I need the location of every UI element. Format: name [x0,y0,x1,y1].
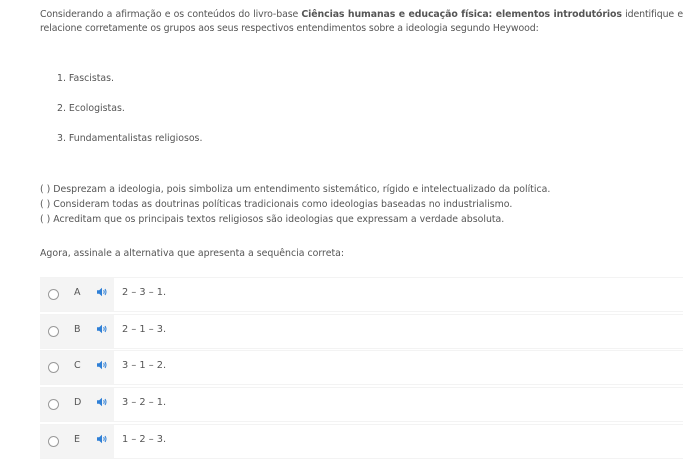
option-d[interactable] [40,387,683,422]
option-b-letter: B [74,323,81,335]
question-intro [40,8,683,36]
option-b[interactable] [40,314,683,349]
option-d-radio[interactable] [48,399,59,410]
option-e[interactable] [40,424,683,459]
option-b-text: 2 – 1 – 3. [122,323,167,335]
option-c-text: 3 – 1 – 2. [122,360,167,372]
statement-2: ( ) Consideram todas as doutrinas políticas tradicionais como ideologias baseadas no industrialismo. [40,199,513,210]
option-e-radio[interactable] [48,436,59,447]
option-d-letter: D [74,397,82,409]
speaker-icon[interactable] [96,433,108,445]
statement-3: ( ) Acreditam que os principais textos religiosos são ideologias que expressam a verdade absoluta. [40,214,505,225]
option-c[interactable] [40,350,683,385]
book-title: Ciências humanas e educação física: elementos introdutórios [301,9,622,20]
option-e-letter: E [74,433,81,445]
intro-text-after: identifique e relacione corretamente os grupos aos seus respectivos entendimentos sobre a ideologia segundo Heywood: [40,9,683,34]
question-prompt: Agora, assinale a alternativa que apresenta a sequência correta: [40,248,345,259]
option-a-text: 2 – 3 – 1. [122,287,167,298]
option-e-text: 1 – 2 – 3. [122,433,167,445]
group-list [57,72,202,162]
option-a[interactable] [40,277,683,312]
speaker-icon[interactable] [96,323,108,335]
group-item-3: 3. Fundamentalistas religiosos. [57,133,203,144]
group-item-2: 2. Ecologistas. [57,103,125,114]
speaker-icon[interactable] [96,286,108,298]
answer-options [40,277,683,460]
group-item-1: 1. Fascistas. [57,73,115,84]
statement-1: ( ) Desprezam a ideologia, pois simboliza um entendimento sistemático, rígido e intelectualizado da política. [40,184,551,195]
option-b-radio[interactable] [48,326,59,337]
option-d-text: 3 – 2 – 1. [122,397,167,409]
speaker-icon[interactable] [96,396,108,408]
option-c-letter: C [74,360,81,372]
option-a-letter: A [74,287,81,298]
speaker-icon[interactable] [96,359,108,371]
statement-list [40,182,550,227]
intro-text-before: Considerando a afirmação e os conteúdos do livro-base [40,9,302,20]
option-a-radio[interactable] [48,289,59,300]
